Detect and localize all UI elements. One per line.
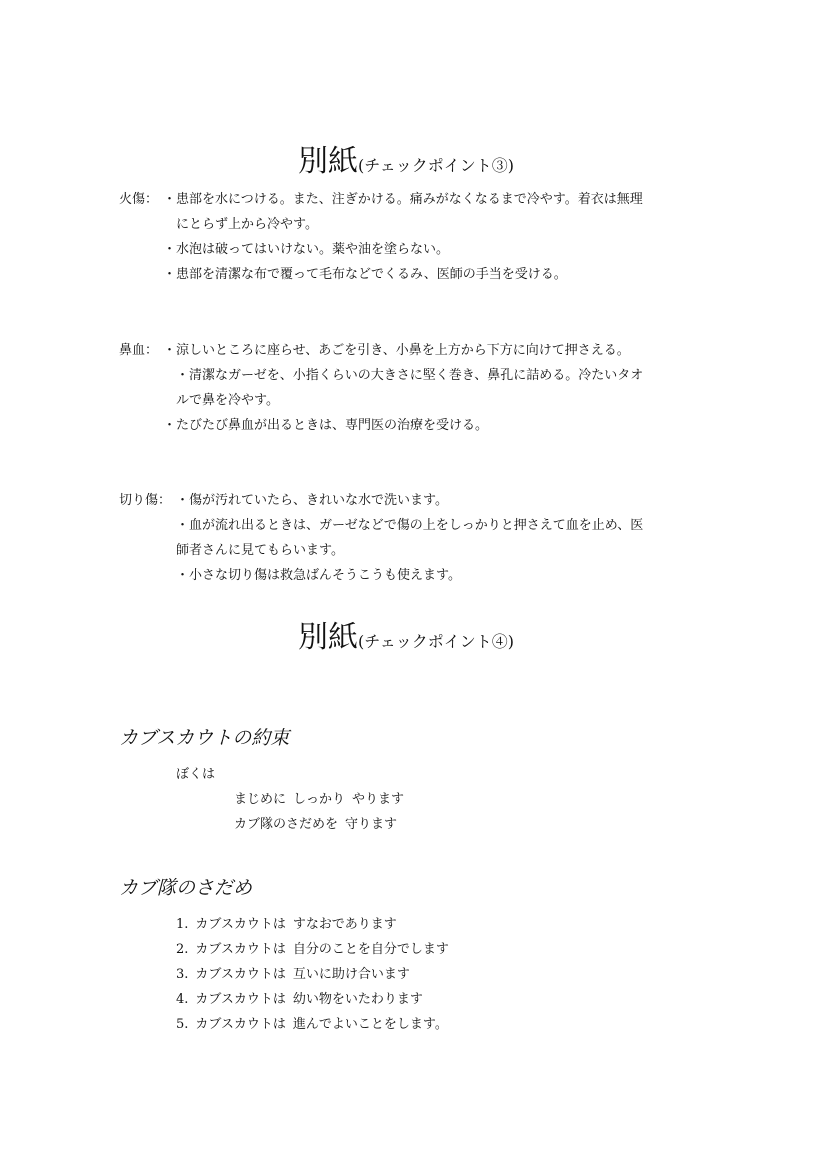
rule-item-4 [176, 991, 423, 1009]
burns-label: 火傷： [119, 192, 159, 207]
sheet4-title [298, 618, 514, 662]
burns-item-2: ・水泡は破ってはいけない。薬や油を塗らない。 [163, 242, 450, 257]
promise-line-1-part-2: しっかり [293, 792, 346, 807]
burns-item-3: ・患部を清潔な布で覆って毛布などでくるみ、医師の手当を受ける。 [163, 267, 567, 282]
rule-item-5 [176, 1016, 448, 1034]
sheet4-title-sub: (チェックポイント④) [358, 632, 515, 651]
cuts-item-2: ・血が流れ出るときは、ガーゼなどで傷の上をしっかりと押さえて血を止め、医 [176, 518, 644, 533]
rule-text: 自分のことを自分でします [292, 942, 449, 957]
rule-number: 3. [176, 967, 189, 982]
rule-number: 2. [176, 942, 189, 957]
rule-item-1 [176, 916, 397, 934]
cuts-item-3: ・小さな切り傷は救急ばんそうこうも使えます。 [176, 568, 461, 583]
rule-number: 5. [176, 1017, 189, 1032]
rule-text: すなおであります [292, 917, 397, 932]
burns-item-1: ・患部を水につける。また、注ぎかける。痛みがなくなるまで冷やす。着衣は無理 [163, 192, 643, 207]
sheet3-title-main: 別紙 [298, 144, 358, 179]
promise-line-1-part-1: まじめに [234, 792, 287, 807]
sheet3-title-sub: (チェックポイント③) [358, 156, 515, 175]
rule-subject: カブスカウトは [195, 1017, 286, 1032]
rule-subject: カブスカウトは [195, 942, 286, 957]
nosebleed-item-1: ・涼しいところに座らせ、あごを引き、小鼻を上方から下方に向けて押さえる。 [163, 343, 630, 358]
rule-text: 幼い物をいたわります [292, 992, 423, 1007]
cuts-label: 切り傷： [119, 493, 172, 508]
rule-item-3 [176, 966, 410, 984]
promise-line-2-part-2: 守ります [345, 817, 398, 832]
rules-heading: カブ隊のさだめ [119, 877, 253, 899]
cuts-item-2-cont: 師者さんに見てもらいます。 [176, 543, 344, 558]
rule-item-2 [176, 941, 449, 959]
nosebleed-item-2: ・清潔なガーゼを、小指くらいの大きさに堅く巻き、鼻孔に詰める。冷たいタオ [176, 368, 644, 383]
rule-subject: カブスカウトは [195, 992, 286, 1007]
cuts-item-1: ・傷が汚れていたら、きれいな水で洗います。 [176, 493, 448, 508]
promise-line-2 [234, 816, 397, 834]
nosebleed-item-3: ・たびたび鼻血が出るときは、専門医の治療を受ける。 [163, 418, 489, 433]
sheet3-title [298, 142, 514, 186]
burns-item-1-cont: にとらず上から冷やす。 [176, 217, 318, 232]
promise-line-2-part-1: カブ隊のさだめを [234, 817, 339, 832]
rule-number: 4. [176, 992, 189, 1007]
promise-intro: ぼくは [176, 767, 216, 782]
sheet4-title-main: 別紙 [298, 620, 358, 655]
nosebleed-label: 鼻血： [119, 343, 159, 358]
rule-number: 1. [176, 917, 189, 932]
promise-heading: カブスカウトの約束 [119, 727, 290, 749]
rule-subject: カブスカウトは [195, 917, 286, 932]
rule-text: 互いに助け合います [292, 967, 410, 982]
rule-subject: カブスカウトは [195, 967, 286, 982]
nosebleed-item-2-cont: ルで鼻を冷やす。 [176, 393, 279, 408]
promise-line-1 [234, 791, 404, 809]
rule-text: 進んでよいことをします。 [292, 1017, 448, 1032]
promise-line-1-part-3: やります [352, 792, 405, 807]
